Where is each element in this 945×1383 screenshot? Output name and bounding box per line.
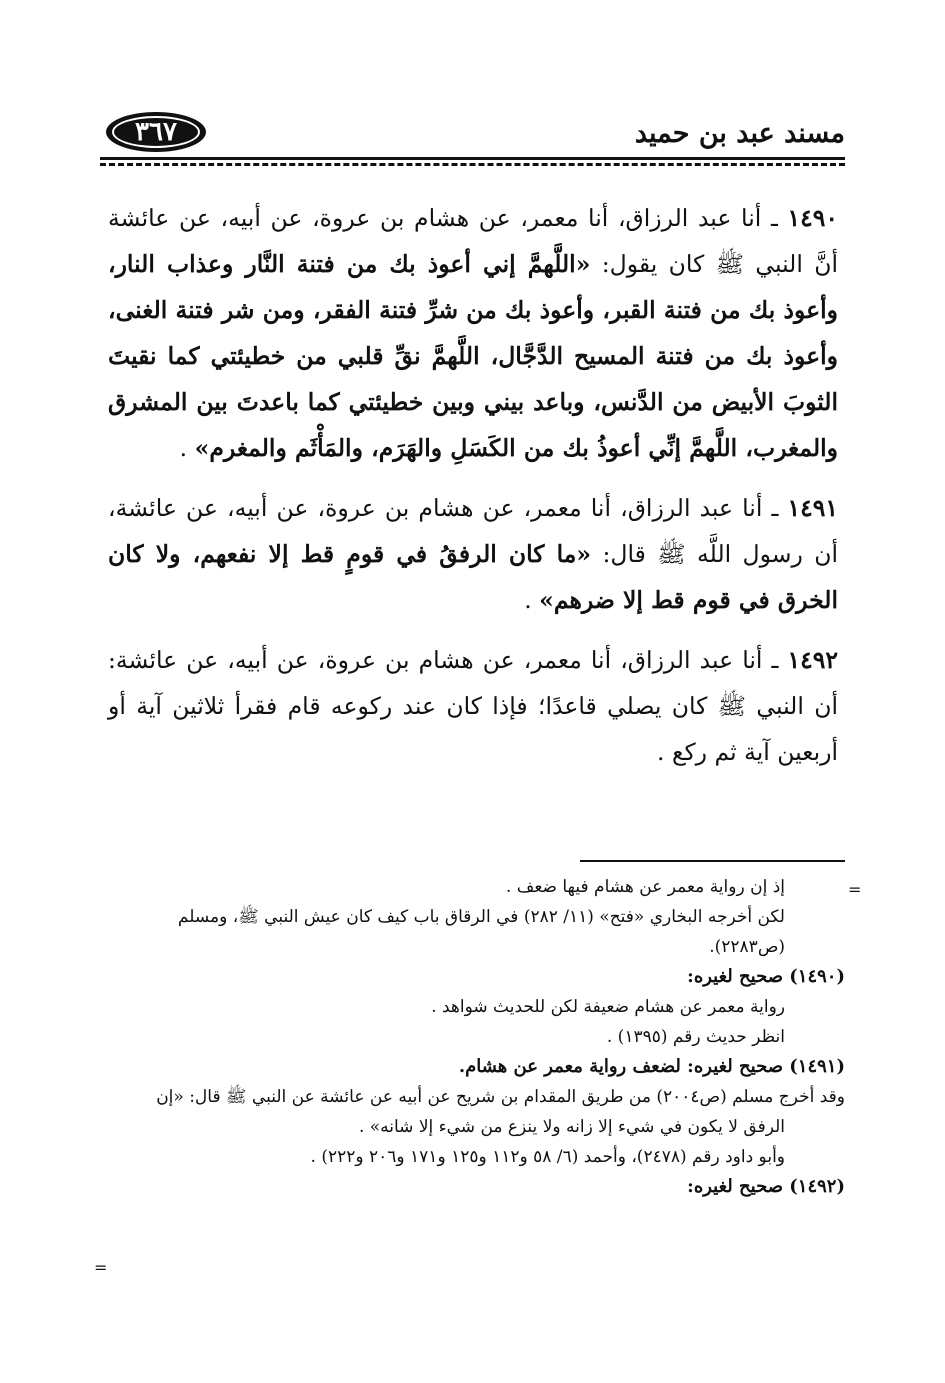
hadith-tail: . [524,586,540,614]
hadith-number: ١٤٩٠ [787,204,838,232]
footnote-line: وأبو داود رقم (٢٤٧٨)، وأحمد (٦/ ٥٨ و١١٢ و١٢٥ و١٧١ و٢٠٦ و٢٢٢) . [310,1147,785,1167]
footnote-continuation-mark: = [94,1258,108,1277]
footnote-continuation-mark: = [848,880,862,899]
footnote-line: رواية معمر عن هشام ضعيفة لكن للحديث شواهد . [431,997,785,1017]
footnote-line: لكن أخرجه البخاري «فتح» (١١/ ٢٨٢) في الرقاق باب كيف كان عيش النبي ﷺ، ومسلم (ص٢٢٨٣). [177,907,785,957]
running-title: مسند عبد بن حميد [634,118,845,149]
hadith-number: ١٤٩٢ [787,646,838,674]
page-number: ٣٦٧ [135,117,177,147]
hadith-isnad: ـ أنا عبد الرزاق، أنا معمر، عن هشام بن عروة، عن أبيه، عن عائشة أنَّ النبي ﷺ كان يقول: [108,204,838,278]
footnote-rule [580,860,845,862]
footnote-heading-1492: (١٤٩٢) صحيح لغيره: [687,1176,845,1197]
hadith-1490 [108,195,838,471]
hadith-isnad: ـ أنا عبد الرزاق، أنا معمر، عن هشام بن عروة، عن أبيه، عن عائشة، أن رسول اللَّه ﷺ قال: [108,494,838,568]
footnote-heading-1491: (١٤٩١) صحيح لغيره: لضعف رواية معمر عن هشام. [458,1056,845,1077]
footnote-line: إذ إن رواية معمر عن هشام فيها ضعف . [505,877,785,897]
footnote-line: الرفق لا يكون في شيء إلا زانه ولا ينزع من شيء إلا شانه» . [358,1117,785,1137]
footnotes [108,872,845,1202]
header-dashed-rule [100,163,845,166]
hadith-matn: «ما كان الرفقُ في قومٍ قط إلا نفعهم، ولا كان الخرق في قوم قط إلا ضرهم» [108,540,838,614]
hadith-matn: «اللَّهمَّ إني أعوذ بك من فتنة النَّار وعذاب النار، وأعوذ بك من فتنة القبر، وأعوذ بك من شرِّ فتنة الفقر، ومن شر فتنة الغنى، وأعوذ بك من فتنة المسيح الدَّجَّال، اللَّهمَّ نقِّ قلبي من خطيئتي كما نقيتَ الثوبَ الأبيض من الدَّنس، وباعد بيني وبين خطيئتي كما باعدتَ بين المشرق والمغرب، اللَّهمَّ إنِّي أعوذُ بك من الكَسَلِ والهَرَم، والمَأْثَم والمغرم» [108,250,838,462]
hadith-number: ١٤٩١ [787,494,838,522]
page-number-badge [106,112,206,152]
hadith-1492 [108,637,838,775]
header-rule [100,157,845,160]
hadith-tail: . [179,434,195,462]
hadith-1491 [108,485,838,623]
footnote-line: وقد أخرج مسلم (ص٢٠٠٤) من طريق المقدام بن شريح عن أبيه عن عائشة عن النبي ﷺ قال: «إن [156,1087,845,1107]
page-header [100,108,845,158]
hadith-isnad: ـ أنا عبد الرزاق، أنا معمر، عن هشام بن عروة، عن أبيه، عن عائشة: أن النبي ﷺ كان يصلي قاعدًا؛ فإذا كان عند ركوعه قام فقرأ ثلاثين آية أو أربعين آية ثم ركع . [108,646,838,766]
main-text [108,195,838,789]
footnote-heading-1490: (١٤٩٠) صحيح لغيره: [687,966,845,987]
footnote-line: انظر حديث رقم (١٣٩٥) . [606,1027,785,1047]
